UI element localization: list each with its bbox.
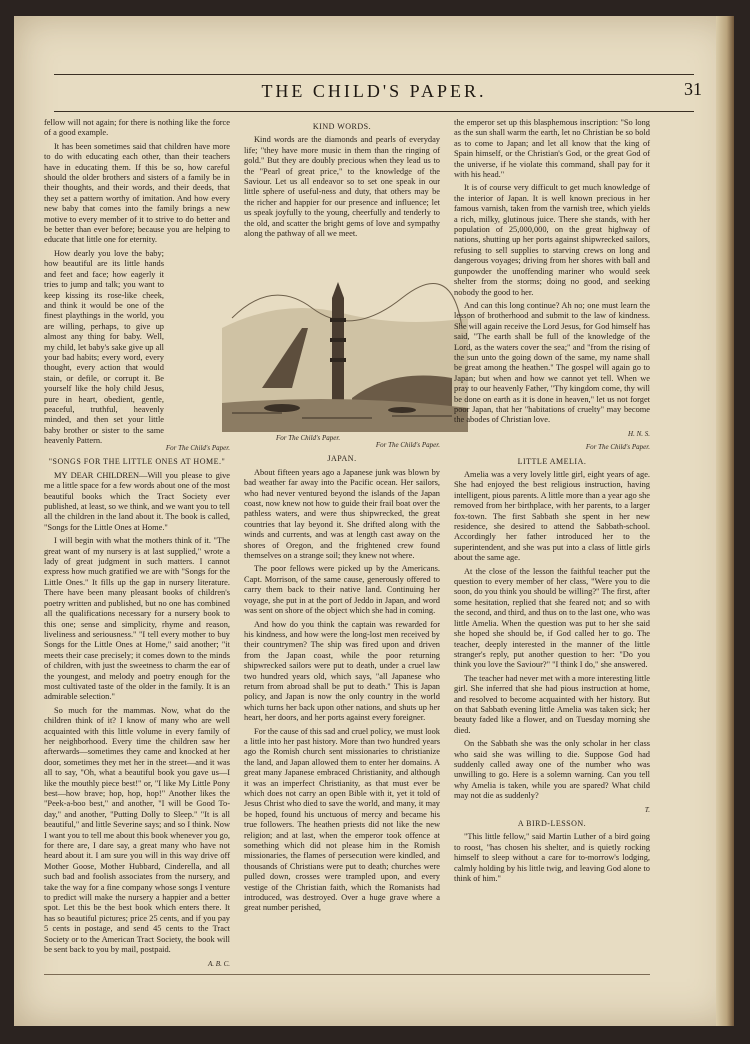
column-middle bbox=[244, 118, 440, 242]
paragraph: The teacher had never met with a more interesting little girl. She inferred that she had pious instruction at home, and resolved to become acquainted with her history. But on that Sabbath evening little Amelia was taken sick; her beauty faded like a flower, and on Tuesday morning she died. bbox=[454, 673, 650, 735]
article-heading: "SONGS FOR THE LITTLE ONES AT HOME." bbox=[48, 457, 226, 467]
paragraph: It has been sometimes said that children have more to do with educating each other, than their teachers have in educating them. If this be so, how careful should the older brothers and sisters of a family be in their thoughts, and their words, and their deeds, that they set a pattern worthy of imitation. And how every new baby that comes into the family brings a new motive to every member of it to strive to do better and be better than ever before; because you are helping to educate that little one for eternity. bbox=[44, 141, 230, 245]
signature: T. bbox=[644, 805, 650, 814]
paragraph: About fifteen years ago a Japanese junk was blown by bad weather far away into the Pacific ocean. Her sailors, who had never ventured beyond the islands of the Japan coast, now knew not how to guide their frail boat over the pathless waters, and were thus shipwrecked, the great countries that lay beyond it. She drifted along with the winds and currents, and was at length cast away on the shores of Oregon, and the frightened crew found themselves on a strange soil; they knew not where. bbox=[244, 467, 440, 561]
paragraph: At the close of the lesson the faithful teacher put the question to every member of her class, "Were you to die soon, do you think you should be willing?" The first, after some hesitation, replied that she feared not; and so with the second, and third, and thus on to the last one, who was little Amelia. When the question was put to her she said she hoped she should be, if God called her to go. The teacher, deeply interested in the manner of the little stranger's reply, put another question to her: "Do you think you love the Saviour?" "I think I do," she answered. bbox=[454, 566, 650, 670]
column-left-lower bbox=[44, 441, 230, 972]
paragraph: the emperor set up this blasphemous inscription: "So long as the sun shall warm the earth, let no Christian be so bold as to come to Japan; and let all know that the king of Spain himself, or the Christian's God, or the great God of the universe, if he violate this command, shall pay for it with his head." bbox=[454, 118, 650, 180]
masthead bbox=[54, 74, 702, 112]
column-middle-lower bbox=[244, 438, 440, 917]
paragraph: And how do you think the captain was rewarded for his kindness, and how were the long-lost men received by their countrymen? The ship was fired upon and driven from the Japan coast, while the poor returning shipwrecked sailors were put to death, under a cruel law two hundred years old, which says, "all Japanese who return from abroad shall be put to death." This is Japan policy, and Japan is now the only country in the world which turns her back upon other nations, and shuts up her heart, her doors, and her ports against every foreigner. bbox=[244, 619, 440, 723]
paragraph: And can this long continue? Ah no; one must learn the lesson of brotherhood and submit to the law of kindness. She will again receive the Lord Jesus, for God himself has said, "The earth shall be full of the knowledge of the Lord, as the waters cover the sea;" and "from the rising of the sun unto the going down of the same, my name shall be great among the heathen." The gospel will again go to Japan; but when and how we cannot yet tell. When we pray to our heavenly Father, "Thy kingdom come, thy will be done on earth as it is done in heaven," let us not forget poor Japan, that her "habitations of cruelty" may become the abodes of Christian love. bbox=[454, 300, 650, 425]
paragraph: "This little fellow," said Martin Luther of a bird going to roost, "has chosen his shelter, and is quietly rocking himself to sleep without a care for to-morrow's lodging, calmly holding by his little twig, and leaving God alone to think of him." bbox=[454, 832, 650, 884]
bottom-rule bbox=[44, 974, 650, 975]
byline: For The Child's Paper. bbox=[585, 443, 650, 452]
paragraph: For the cause of this sad and cruel policy, we must look a little into her past history. More than two hundred years ago the Romish church sent missionaries to christianize the land, and Japan allowed them to enter her domains. A great many Japanese embraced Christianity, and although it was an imperfect Christianity, as that must ever be which does not carry an open Bible with it, yet it told of Jesus Christ who died to save the world, and many, it may be hoped, found his unctuous of mercy and became his true followers. The heathen priests did not like the new religion; and at last, when the emperor took offence at something which did not please him in the Romish missionaries, the flames of persecution were kindled, and thousands of Christians were put to death; churches were pulled down, crosses were trampled upon, and every vestige of the Christian faith, which the Romanists had introduced, was destroyed. Over a huge grave where a great number perished, bbox=[244, 726, 440, 913]
page-edge bbox=[716, 16, 734, 1026]
paragraph: fellow will not again; for there is nothing like the force of a good example. bbox=[44, 118, 230, 138]
article-heading: JAPAN. bbox=[327, 454, 357, 464]
paragraph: Amelia was a very lovely little girl, eight years of age. She had enjoyed the best religious instruction, having intelligent, pious parents. A little more than a year ago she removed from her birthplace, with her parents, to a larger fox-town. The first Sabbath she spent in her new residence, she desired to attend the Sabbath-school. Accordingly her father introduced her to the superintendent, and she was put into a class of little girls about the same age. bbox=[454, 470, 650, 563]
article-heading: LITTLE AMELIA. bbox=[517, 456, 587, 466]
paragraph: It is of course very difficult to get much knowledge of the interior of Japan. It is well known precious in her famous varnish, taken from the varnish tree, which yields a rich, milky, glutinous juice. There she stands, with her population of 25,000,000, on the great highway of nations, shutting up her ports against shipwrecked sailors, refusing to sell supplies to starving crews on long and dangerous voyages; driving from her shores with ball and gunpowder the unoffending mariner who would seek shelter from the storms; doing no good, and seeking nobody the good to her. bbox=[454, 183, 650, 297]
book-page bbox=[14, 16, 734, 1026]
page-title: THE CHILD'S PAPER. bbox=[261, 81, 487, 101]
byline: For The Child's Paper. bbox=[165, 444, 230, 452]
signature: A. B. C. bbox=[208, 959, 230, 968]
paragraph: Kind words are the diamonds and pearls of everyday life; "they have more music in them than the ringing of gold." But they are doubly precious when they lead us to the "Pearl of great price," to the knowledge of the Saviour. Let us all endeavor so to set one speak in our little sphere of useful-ness and duty, that others may be the richer and happier for our presence and influence; let us speak joyfully to the young, cheerfully and tenderly to the old, and scatter the bright gems of love and sympathy along the pathway of all we meet. bbox=[244, 135, 440, 239]
paragraph: MY DEAR CHILDREN—Will you please to give me a little space for a few words about one of the most beautiful books which the Tract Society ever published, at least, so we think, and we want you to tell all the children in the land about it. The book is called, "Songs for the Little Ones at Home." bbox=[44, 470, 230, 532]
paragraph: So much for the mammas. Now, what do the children think of it? I know of many who are well acquainted with this little volume in every family of her neighborhood. Every time the children saw her afterwards—sometimes they came and knocked at her door, sometimes they met her in the street—and it was all to say, "Oh, what a beautiful book you gave us—I like the mouthly piece best!" or, "I like My Little Pony best—how brave; hop, hop, hop!" Another likes the "Peek-a-boo best," and another, "I will be Good To-day," and another, "Putting Dolly to Sleep." "It is all beautiful," and little Severine says; and so I think. Now I want you to tell me about this book whenever you go, for there are, I dare say, a great many who have not heard about it. I am sure you will in this way drive off Mother Goose, Mother Hubbard, Cinderella, and all such bad and foolish associates from the nursery, and take the way for a fine company whose songs I venture to predict will make the nursery a happier and a better spot. Let this be the best book which enters there. It has so beautiful pictures; price 25 cents, and if you pay 5 cents in postage, and send 45 cents to the Tract Society or to the American Tract Society, the book will be sent back to you by mail, postpaid. bbox=[44, 705, 230, 955]
harbor-engraving bbox=[222, 258, 468, 432]
paragraph: On the Sabbath she was the only scholar in her class who said she was willing to die. Suppose God had suddenly called away one of the number who was unwilling to go. Here is a solemn warning. Can you tell why Amelia is taken, while you are spared? What child may not die as suddenly? bbox=[454, 739, 650, 801]
paragraph: I will begin with what the mothers think of it. "The great want of my nursery is at last supplied," wrote a lady of great judgment in such matters. I cannot express how much gratified we are with "Songs for the Little Ones." It fills up the gap in nursery literature. There have been many pleasant books of children's poetry written and published, but no one has combined all the qualifications necessary for a nursery book to this one; sense and simplicity, rhyme and reason, liveliness and seriousness." "I tell every mother to buy Songs for the Little Ones at Home," said another; "it meets their case precisely; it comes down to the minds of children, with just the sweetness to charm the ear of the youngest, and melody and poetry enough for the most cultivated taste of the older in the family. It is an admirable selection." bbox=[44, 536, 230, 702]
signature: H. N. S. bbox=[628, 429, 650, 438]
column-right bbox=[454, 118, 650, 887]
caption: For The Child's Paper. bbox=[276, 434, 341, 442]
paragraph: How dearly you love the baby; how beautiful are its little hands and feet and face; how eagerly it tries to jump and talk; you want to keep kissing its rose-like cheek, and think it would be one of the finest playthings in the world, you are willing, perhaps, to give up almost any thing for baby. Well, my child, let baby's sake give up all your bad habits; every word, every thought, every action that would stain, or defile, or corrupt it. Be yourself like the holy child Jesus, pure in heart, obedient, gentle, peaceful, truthful, heavenly minded, and then set your little baby brother or sister to the same heavenly Pattern. bbox=[44, 248, 164, 446]
article-heading: A BIRD-LESSON. bbox=[517, 819, 587, 828]
article-heading: KIND WORDS. bbox=[312, 122, 372, 131]
page-number: 31 bbox=[684, 79, 702, 99]
column-left bbox=[44, 118, 230, 450]
byline: For The Child's Paper. bbox=[375, 441, 440, 449]
paragraph: The poor fellows were picked up by the Americans. Capt. Morrison, of the same cause, generously offered to carry them back to their native land. Continuing her voyage, she put in at the port of Jeddo in Japan, and word was sent on shore of the object which she had in coming. bbox=[244, 564, 440, 616]
